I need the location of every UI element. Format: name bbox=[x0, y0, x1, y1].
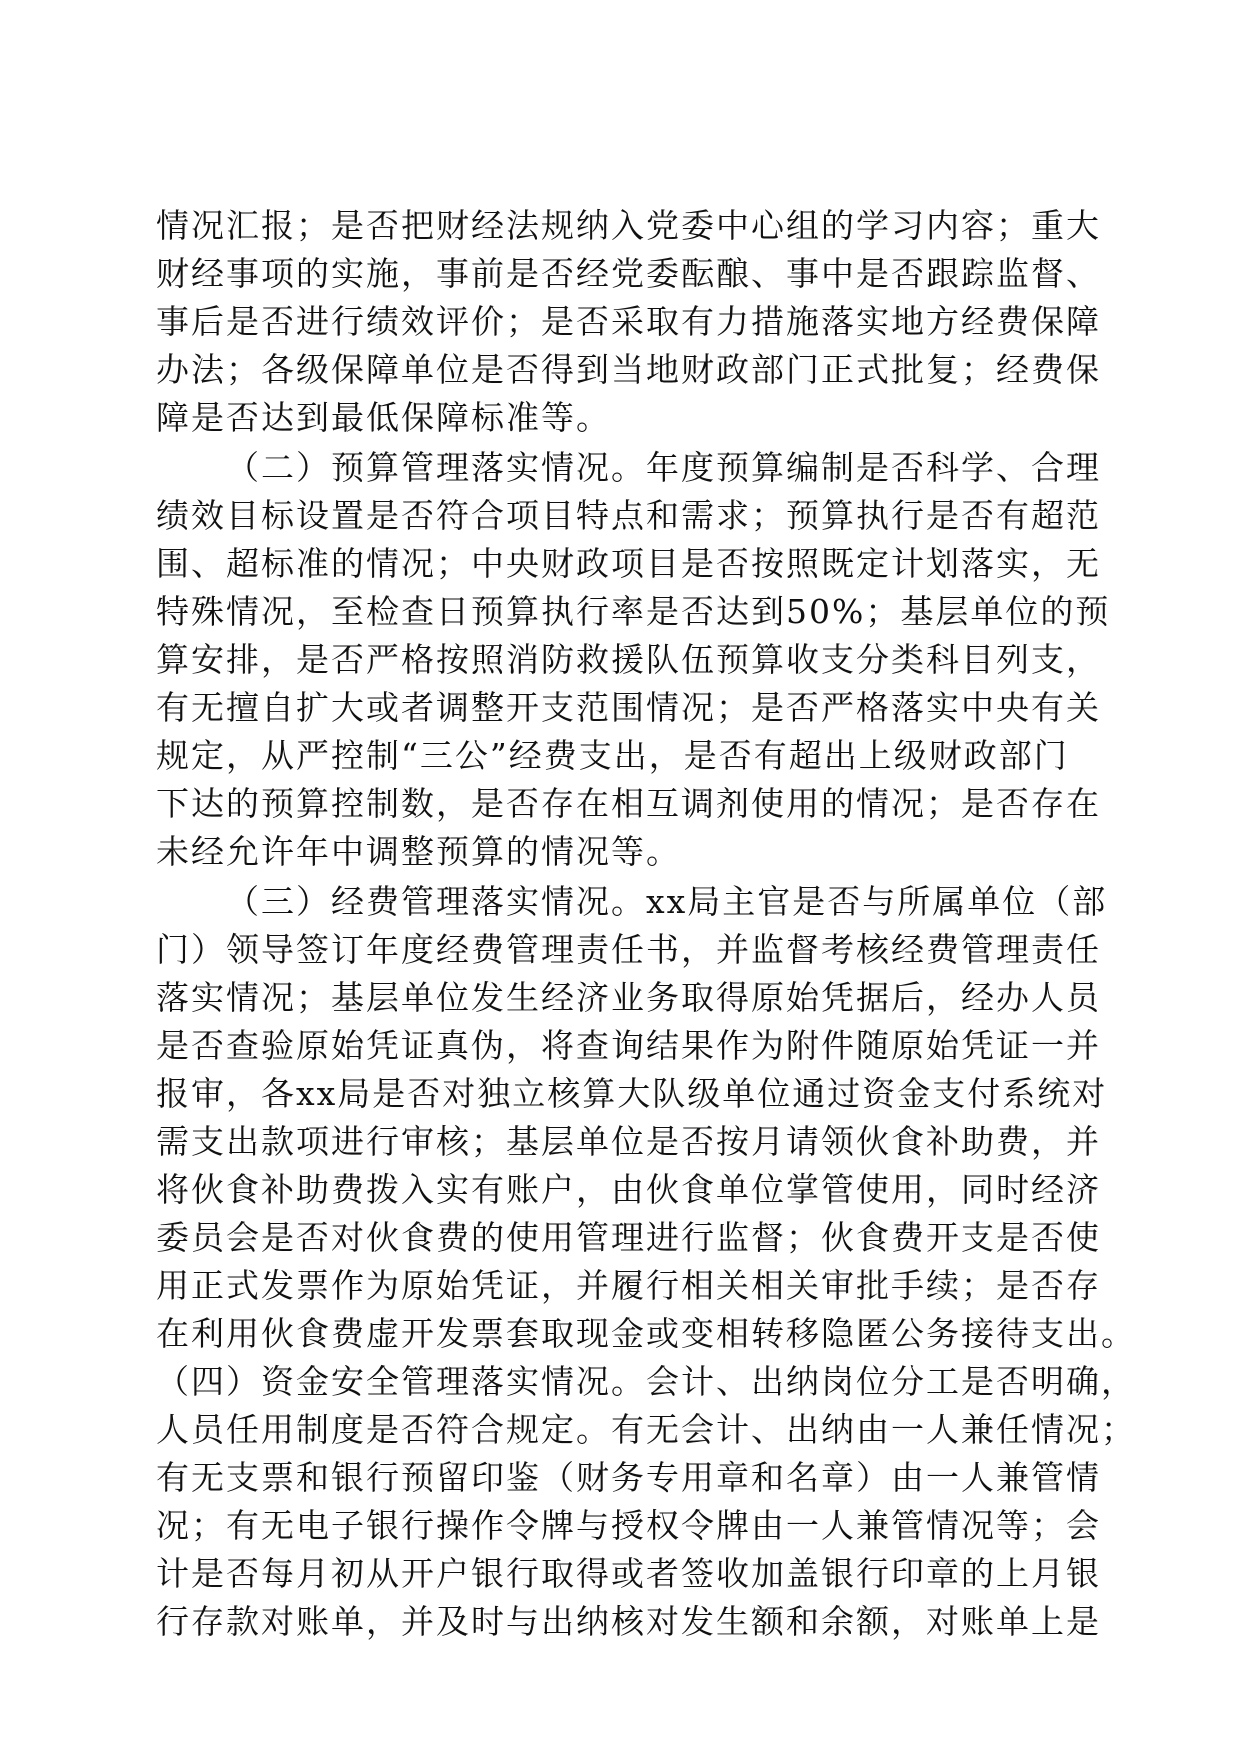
section-heading-line: （四）资金安全管理落实情况。会计、出纳岗位分工是否明确， bbox=[156, 1362, 1136, 1401]
text-line: 需支出款项进行审核；基层单位是否按月请领伙食补助费，并 bbox=[156, 1122, 1101, 1161]
text-line: 行存款对账单，并及时与出纳核对发生额和余额，对账单上是 bbox=[156, 1602, 1101, 1641]
text-line: 况；有无电子银行操作令牌与授权令牌由一人兼管情况等；会 bbox=[156, 1506, 1101, 1545]
text-line: 计是否每月初从开户银行取得或者签收加盖银行印章的上月银 bbox=[156, 1554, 1101, 1593]
text-line: 在利用伙食费虚开发票套取现金或变相转移隐匿公务接待支出。 bbox=[156, 1314, 1136, 1353]
text-line: 人员任用制度是否符合规定。有无会计、出纳由一人兼任情况； bbox=[156, 1410, 1136, 1449]
text-line: 下达的预算控制数，是否存在相互调剂使用的情况；是否存在 bbox=[156, 784, 1101, 823]
text-line: 用正式发票作为原始凭证，并履行相关相关审批手续；是否存 bbox=[156, 1266, 1101, 1305]
document-body bbox=[156, 202, 1136, 1646]
text-line: 报审，各xx局是否对独立核算大队级单位通过资金支付系统对 bbox=[156, 1074, 1108, 1113]
text-line: 落实情况；基层单位发生经济业务取得原始凭据后，经办人员 bbox=[156, 978, 1101, 1017]
text-line: 未经允许年中调整预算的情况等。 bbox=[156, 832, 681, 871]
section-heading-line: （二）预算管理落实情况。年度预算编制是否科学、合理 bbox=[226, 448, 1101, 487]
text-line: 有无支票和银行预留印鉴（财务专用章和名章）由一人兼管情 bbox=[156, 1458, 1101, 1497]
text-line: 是否查验原始凭证真伪，将查询结果作为附件随原始凭证一并 bbox=[156, 1026, 1101, 1065]
section-heading-line: （三）经费管理落实情况。xx局主官是否与所属单位（部 bbox=[226, 882, 1108, 921]
text-line: 办法；各级保障单位是否得到当地财政部门正式批复；经费保 bbox=[156, 350, 1101, 389]
text-line: 门）领导签订年度经费管理责任书，并监督考核经费管理责任 bbox=[156, 930, 1101, 969]
text-line: 事后是否进行绩效评价；是否采取有力措施落实地方经费保障 bbox=[156, 302, 1101, 341]
text-line: 障是否达到最低保障标准等。 bbox=[156, 398, 611, 437]
text-line: 规定，从严控制“三公”经费支出，是否有超出上级财政部门 bbox=[156, 736, 1069, 775]
text-line: 将伙食补助费拨入实有账户，由伙食单位掌管使用，同时经济 bbox=[156, 1170, 1101, 1209]
text-line: 算安排，是否严格按照消防救援队伍预算收支分类科目列支， bbox=[156, 640, 1101, 679]
text-line: 财经事项的实施，事前是否经党委酝酿、事中是否跟踪监督、 bbox=[156, 254, 1101, 293]
text-line: 有无擅自扩大或者调整开支范围情况；是否严格落实中央有关 bbox=[156, 688, 1101, 727]
text-line: 围、超标准的情况；中央财政项目是否按照既定计划落实，无 bbox=[156, 544, 1101, 583]
text-line: 特殊情况，至检查日预算执行率是否达到50%；基层单位的预 bbox=[156, 592, 1111, 631]
text-line: 绩效目标设置是否符合项目特点和需求；预算执行是否有超范 bbox=[156, 496, 1101, 535]
text-line: 委员会是否对伙食费的使用管理进行监督；伙食费开支是否使 bbox=[156, 1218, 1101, 1257]
text-line: 情况汇报；是否把财经法规纳入党委中心组的学习内容；重大 bbox=[156, 206, 1101, 245]
